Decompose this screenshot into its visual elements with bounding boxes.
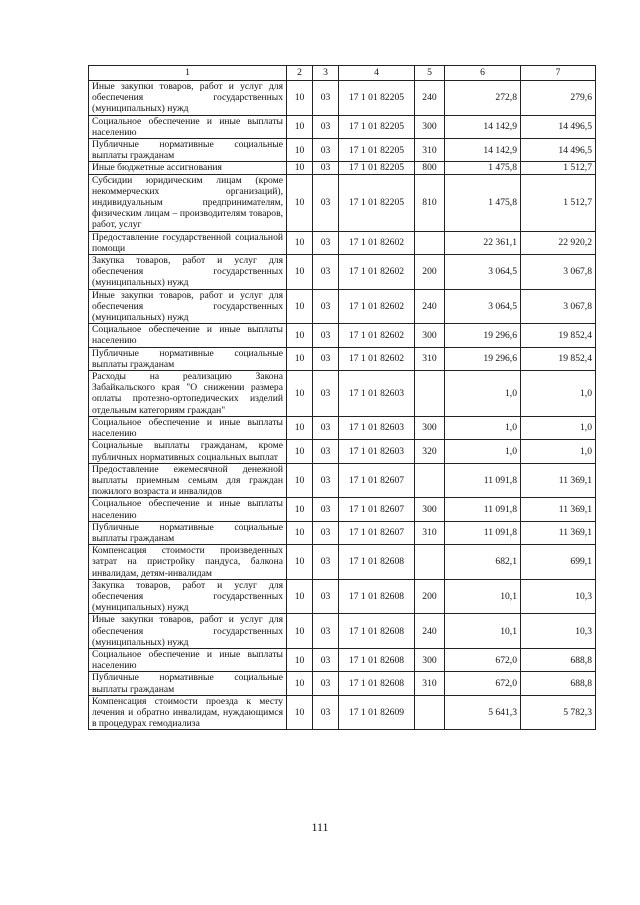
expense-type-code: 310 <box>415 347 445 370</box>
amount-year-1: 672,0 <box>445 672 521 695</box>
amount-year-1: 14 142,9 <box>445 139 521 162</box>
podrazdel-code: 03 <box>313 139 339 162</box>
row-name: Иные закупки товаров, работ и услуг для обеспечения государственных (муниципальных) нужд <box>89 81 287 116</box>
header-cell: 7 <box>521 66 596 81</box>
table-row <box>89 347 596 370</box>
expense-type-code: 240 <box>415 614 445 649</box>
amount-year-2: 279,6 <box>521 81 596 116</box>
podrazdel-code: 03 <box>313 440 339 463</box>
expense-type-code: 200 <box>415 579 445 614</box>
amount-year-1: 11 091,8 <box>445 463 521 498</box>
row-name: Компенсация стоимости произведенных затрат на пристройку пандуса, балкона инвалидам, детям-инвалидам <box>89 545 287 580</box>
expense-type-code: 310 <box>415 521 445 544</box>
row-name: Предоставление ежемесячной денежной выплаты приемным семьям для граждан пожилого возраста и инвалидов <box>89 463 287 498</box>
amount-year-2: 11 369,1 <box>521 521 596 544</box>
razdel-code: 10 <box>287 81 313 116</box>
row-name: Социальное обеспечение и иные выплаты населению <box>89 416 287 439</box>
podrazdel-code: 03 <box>313 416 339 439</box>
podrazdel-code: 03 <box>313 648 339 671</box>
expense-type-code <box>415 545 445 580</box>
amount-year-2: 3 067,8 <box>521 289 596 324</box>
row-name: Социальное обеспечение и иные выплаты населению <box>89 648 287 671</box>
expense-type-code: 800 <box>415 162 445 174</box>
target-article-code: 17 1 01 82607 <box>339 521 415 544</box>
razdel-code: 10 <box>287 162 313 174</box>
row-name: Публичные нормативные социальные выплаты гражданам <box>89 672 287 695</box>
table-row <box>89 614 596 649</box>
expense-type-code: 310 <box>415 672 445 695</box>
target-article-code: 17 1 01 82602 <box>339 324 415 347</box>
row-name: Иные бюджетные ассигнования <box>89 162 287 174</box>
table-row <box>89 255 596 290</box>
razdel-code: 10 <box>287 174 313 231</box>
expense-type-code: 200 <box>415 255 445 290</box>
razdel-code: 10 <box>287 255 313 290</box>
table-row <box>89 139 596 162</box>
amount-year-2: 19 852,4 <box>521 347 596 370</box>
row-name: Публичные нормативные социальные выплаты гражданам <box>89 521 287 544</box>
amount-year-2: 1,0 <box>521 416 596 439</box>
razdel-code: 10 <box>287 347 313 370</box>
podrazdel-code: 03 <box>313 545 339 580</box>
row-name: Социальное обеспечение и иные выплаты населению <box>89 324 287 347</box>
table-row <box>89 289 596 324</box>
podrazdel-code: 03 <box>313 255 339 290</box>
target-article-code: 17 1 01 82603 <box>339 416 415 439</box>
podrazdel-code: 03 <box>313 463 339 498</box>
razdel-code: 10 <box>287 672 313 695</box>
podrazdel-code: 03 <box>313 672 339 695</box>
expense-type-code: 810 <box>415 174 445 231</box>
amount-year-2: 688,8 <box>521 672 596 695</box>
target-article-code: 17 1 01 82609 <box>339 695 415 730</box>
podrazdel-code: 03 <box>313 231 339 254</box>
row-name: Публичные нормативные социальные выплаты гражданам <box>89 347 287 370</box>
header-cell: 3 <box>313 66 339 81</box>
razdel-code: 10 <box>287 139 313 162</box>
table-row <box>89 545 596 580</box>
expense-type-code: 310 <box>415 139 445 162</box>
row-name: Публичные нормативные социальные выплаты гражданам <box>89 139 287 162</box>
amount-year-1: 5 641,3 <box>445 695 521 730</box>
amount-year-1: 1,0 <box>445 416 521 439</box>
amount-year-2: 11 369,1 <box>521 498 596 521</box>
target-article-code: 17 1 01 82608 <box>339 648 415 671</box>
amount-year-2: 1 512,7 <box>521 174 596 231</box>
expense-type-code: 300 <box>415 115 445 138</box>
razdel-code: 10 <box>287 324 313 347</box>
amount-year-1: 10,1 <box>445 614 521 649</box>
target-article-code: 17 1 01 82602 <box>339 347 415 370</box>
amount-year-1: 1 475,8 <box>445 162 521 174</box>
target-article-code: 17 1 01 82205 <box>339 162 415 174</box>
amount-year-2: 19 852,4 <box>521 324 596 347</box>
podrazdel-code: 03 <box>313 81 339 116</box>
amount-year-2: 3 067,8 <box>521 255 596 290</box>
row-name: Закупка товаров, работ и услуг для обеспечения государственных (муниципальных) нужд <box>89 579 287 614</box>
razdel-code: 10 <box>287 521 313 544</box>
razdel-code: 10 <box>287 695 313 730</box>
table-row <box>89 695 596 730</box>
amount-year-1: 1,0 <box>445 371 521 417</box>
amount-year-2: 688,8 <box>521 648 596 671</box>
podrazdel-code: 03 <box>313 174 339 231</box>
amount-year-2: 11 369,1 <box>521 463 596 498</box>
table-row <box>89 115 596 138</box>
table-row <box>89 521 596 544</box>
amount-year-2: 1 512,7 <box>521 162 596 174</box>
amount-year-2: 1,0 <box>521 440 596 463</box>
amount-year-1: 11 091,8 <box>445 498 521 521</box>
podrazdel-code: 03 <box>313 115 339 138</box>
amount-year-2: 14 496,5 <box>521 139 596 162</box>
expense-type-code: 300 <box>415 648 445 671</box>
table-row <box>89 416 596 439</box>
expense-type-code <box>415 231 445 254</box>
podrazdel-code: 03 <box>313 579 339 614</box>
table-row <box>89 498 596 521</box>
row-name: Социальные выплаты гражданам, кроме публичных нормативных социальных выплат <box>89 440 287 463</box>
podrazdel-code: 03 <box>313 289 339 324</box>
target-article-code: 17 1 01 82608 <box>339 672 415 695</box>
amount-year-2: 1,0 <box>521 371 596 417</box>
header-cell: 4 <box>339 66 415 81</box>
target-article-code: 17 1 01 82603 <box>339 440 415 463</box>
razdel-code: 10 <box>287 115 313 138</box>
razdel-code: 10 <box>287 648 313 671</box>
row-name: Предоставление государственной социальной помощи <box>89 231 287 254</box>
table-row <box>89 324 596 347</box>
table-row <box>89 579 596 614</box>
razdel-code: 10 <box>287 579 313 614</box>
expense-type-code: 300 <box>415 324 445 347</box>
table-row <box>89 371 596 417</box>
table-header-row <box>89 66 596 81</box>
row-name: Компенсация стоимости проезда к месту лечения и обратно инвалидам, нуждающимся в процедурах гемодиализа <box>89 695 287 730</box>
razdel-code: 10 <box>287 371 313 417</box>
amount-year-1: 1,0 <box>445 440 521 463</box>
razdel-code: 10 <box>287 440 313 463</box>
header-cell: 6 <box>445 66 521 81</box>
expense-type-code: 300 <box>415 416 445 439</box>
expense-type-code: 300 <box>415 498 445 521</box>
target-article-code: 17 1 01 82602 <box>339 255 415 290</box>
razdel-code: 10 <box>287 416 313 439</box>
amount-year-2: 14 496,5 <box>521 115 596 138</box>
amount-year-1: 11 091,8 <box>445 521 521 544</box>
amount-year-1: 14 142,9 <box>445 115 521 138</box>
podrazdel-code: 03 <box>313 695 339 730</box>
razdel-code: 10 <box>287 545 313 580</box>
razdel-code: 10 <box>287 614 313 649</box>
row-name: Социальное обеспечение и иные выплаты населению <box>89 498 287 521</box>
table-row <box>89 174 596 231</box>
header-cell: 5 <box>415 66 445 81</box>
row-name: Иные закупки товаров, работ и услуг для обеспечения государственных (муниципальных) нужд <box>89 289 287 324</box>
amount-year-1: 19 296,6 <box>445 347 521 370</box>
podrazdel-code: 03 <box>313 347 339 370</box>
table-row <box>89 162 596 174</box>
target-article-code: 17 1 01 82608 <box>339 545 415 580</box>
expense-type-code: 240 <box>415 289 445 324</box>
target-article-code: 17 1 01 82602 <box>339 289 415 324</box>
page-number: 111 <box>311 820 329 834</box>
amount-year-1: 19 296,6 <box>445 324 521 347</box>
expense-type-code: 320 <box>415 440 445 463</box>
amount-year-1: 682,1 <box>445 545 521 580</box>
podrazdel-code: 03 <box>313 162 339 174</box>
row-name: Субсидии юридическим лицам (кроме некоммерческих организаций), индивидуальным предпринимателям, физическим лицам – производителям товаров, работ, услуг <box>89 174 287 231</box>
amount-year-1: 3 064,5 <box>445 289 521 324</box>
expense-type-code <box>415 463 445 498</box>
table-row <box>89 463 596 498</box>
razdel-code: 10 <box>287 498 313 521</box>
table-row <box>89 672 596 695</box>
amount-year-2: 5 782,3 <box>521 695 596 730</box>
amount-year-2: 22 920,2 <box>521 231 596 254</box>
amount-year-2: 10,3 <box>521 579 596 614</box>
razdel-code: 10 <box>287 463 313 498</box>
amount-year-1: 672,0 <box>445 648 521 671</box>
target-article-code: 17 1 01 82608 <box>339 579 415 614</box>
podrazdel-code: 03 <box>313 498 339 521</box>
amount-year-2: 699,1 <box>521 545 596 580</box>
amount-year-1: 1 475,8 <box>445 174 521 231</box>
target-article-code: 17 1 01 82602 <box>339 231 415 254</box>
target-article-code: 17 1 01 82608 <box>339 614 415 649</box>
amount-year-1: 3 064,5 <box>445 255 521 290</box>
podrazdel-code: 03 <box>313 614 339 649</box>
table-row <box>89 648 596 671</box>
row-name: Расходы на реализацию Закона Забайкальского края "О снижении размера оплаты протезно-ортопедических изделий отдельным категориям граждан" <box>89 371 287 417</box>
podrazdel-code: 03 <box>313 371 339 417</box>
razdel-code: 10 <box>287 231 313 254</box>
amount-year-1: 272,8 <box>445 81 521 116</box>
target-article-code: 17 1 01 82205 <box>339 115 415 138</box>
row-name: Закупка товаров, работ и услуг для обеспечения государственных (муниципальных) нужд <box>89 255 287 290</box>
header-cell: 1 <box>89 66 287 81</box>
table-row <box>89 81 596 116</box>
amount-year-2: 10,3 <box>521 614 596 649</box>
expense-type-code <box>415 695 445 730</box>
target-article-code: 17 1 01 82607 <box>339 463 415 498</box>
expense-type-code <box>415 371 445 417</box>
target-article-code: 17 1 01 82205 <box>339 81 415 116</box>
table-row <box>89 440 596 463</box>
target-article-code: 17 1 01 82205 <box>339 174 415 231</box>
amount-year-1: 22 361,1 <box>445 231 521 254</box>
header-cell: 2 <box>287 66 313 81</box>
amount-year-1: 10,1 <box>445 579 521 614</box>
row-name: Социальное обеспечение и иные выплаты населению <box>89 115 287 138</box>
table-row <box>89 231 596 254</box>
row-name: Иные закупки товаров, работ и услуг для обеспечения государственных (муниципальных) нужд <box>89 614 287 649</box>
target-article-code: 17 1 01 82603 <box>339 371 415 417</box>
expense-type-code: 240 <box>415 81 445 116</box>
target-article-code: 17 1 01 82205 <box>339 139 415 162</box>
razdel-code: 10 <box>287 289 313 324</box>
podrazdel-code: 03 <box>313 324 339 347</box>
budget-table <box>88 65 596 730</box>
target-article-code: 17 1 01 82607 <box>339 498 415 521</box>
podrazdel-code: 03 <box>313 521 339 544</box>
